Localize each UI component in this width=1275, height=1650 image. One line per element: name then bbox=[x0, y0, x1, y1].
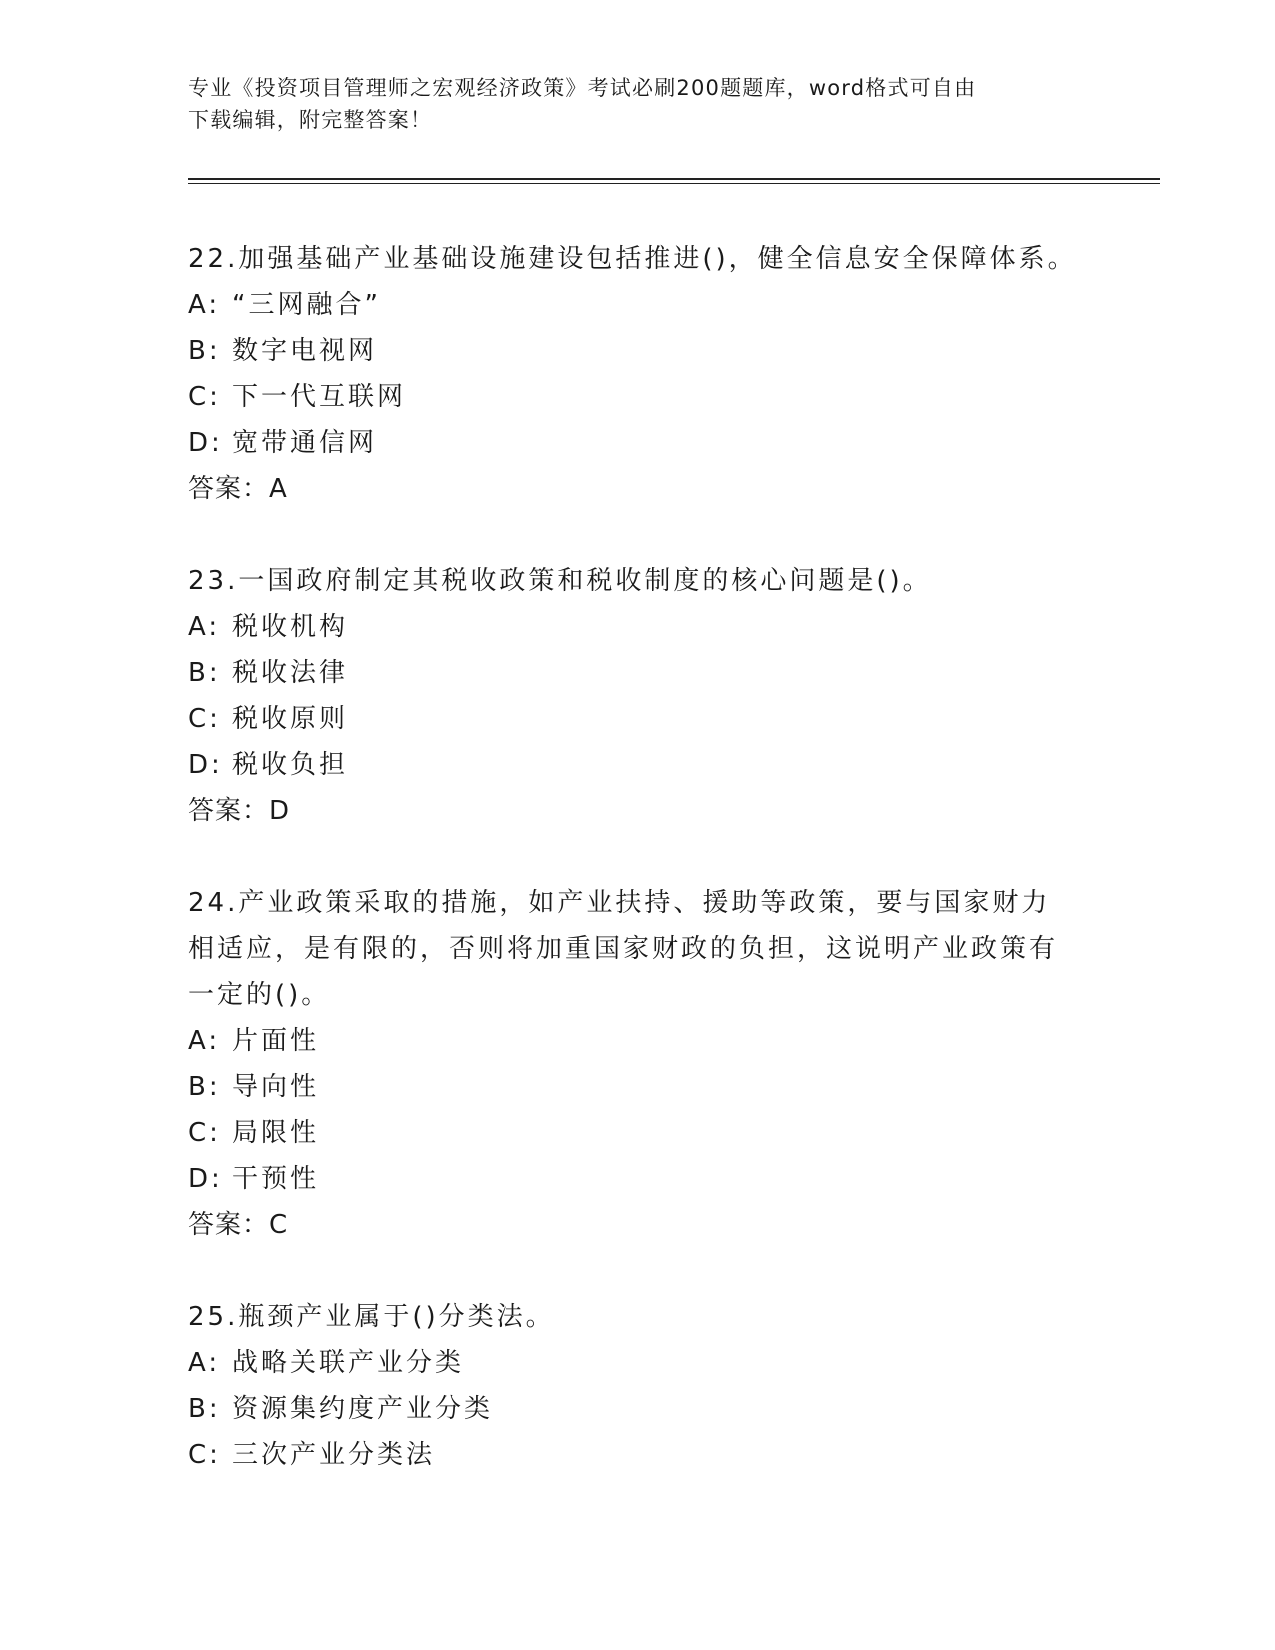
option-text: 局限性 bbox=[232, 1118, 320, 1148]
option-key: D: bbox=[188, 1164, 223, 1194]
option-text: 下一代互联网 bbox=[232, 382, 407, 412]
option-text: 税收负担 bbox=[232, 750, 349, 780]
option-text: 税收原则 bbox=[232, 704, 349, 734]
header-line-2: 下载编辑，附完整答案！ bbox=[188, 108, 433, 132]
header-divider-thin bbox=[188, 183, 1160, 184]
question-stem: 24.产业政策采取的措施，如产业扶持、援助等政策，要与国家财力相适应，是有限的，否则将加重国家财政的负担，这说明产业政策有一定的()。 bbox=[188, 888, 1059, 1010]
option-key: B: bbox=[188, 336, 221, 366]
option-text: 税收机构 bbox=[232, 612, 349, 642]
option-d bbox=[188, 420, 1088, 466]
question-stem: 23.一国政府制定其税收政策和税收制度的核心问题是()。 bbox=[188, 566, 932, 596]
option-text: 战略关联产业分类 bbox=[232, 1348, 465, 1378]
option-key: B: bbox=[188, 1072, 221, 1102]
question-stem: 25.瓶颈产业属于()分类法。 bbox=[188, 1302, 555, 1332]
document-header bbox=[188, 72, 1088, 136]
option-text: 干预性 bbox=[232, 1164, 320, 1194]
option-key: A: bbox=[188, 1348, 221, 1378]
answer-value: C bbox=[269, 1210, 288, 1240]
option-text: 税收法律 bbox=[232, 658, 349, 688]
header-line-1: 专业《投资项目管理师之宏观经济政策》考试必刷200题题库，word格式可自由 bbox=[188, 76, 977, 100]
option-c bbox=[188, 696, 1088, 742]
option-key: A: bbox=[188, 612, 221, 642]
option-key: A: bbox=[188, 290, 221, 320]
answer-line bbox=[188, 466, 1088, 512]
option-text: 宽带通信网 bbox=[232, 428, 378, 458]
option-c bbox=[188, 1432, 1088, 1478]
option-key: B: bbox=[188, 1394, 221, 1424]
answer-line bbox=[188, 1202, 1088, 1248]
option-b bbox=[188, 1064, 1088, 1110]
answer-label: 答案： bbox=[188, 474, 270, 504]
question-24 bbox=[188, 880, 1088, 1248]
answer-value: A bbox=[269, 474, 287, 504]
question-22 bbox=[188, 236, 1088, 512]
answer-line bbox=[188, 788, 1088, 834]
option-text: 导向性 bbox=[232, 1072, 320, 1102]
question-stem: 22.加强基础产业基础设施建设包括推进()，健全信息安全保障体系。 bbox=[188, 244, 1077, 274]
answer-label: 答案： bbox=[188, 796, 270, 826]
option-text: 片面性 bbox=[232, 1026, 320, 1056]
option-key: D: bbox=[188, 750, 223, 780]
question-23 bbox=[188, 558, 1088, 834]
option-text: 数字电视网 bbox=[232, 336, 378, 366]
question-25 bbox=[188, 1294, 1088, 1478]
option-a bbox=[188, 282, 1088, 328]
option-key: C: bbox=[188, 1440, 221, 1470]
option-key: C: bbox=[188, 704, 221, 734]
answer-label: 答案： bbox=[188, 1210, 270, 1240]
option-text: 资源集约度产业分类 bbox=[232, 1394, 494, 1424]
option-key: A: bbox=[188, 1026, 221, 1056]
option-b bbox=[188, 1386, 1088, 1432]
option-text: 三次产业分类法 bbox=[232, 1440, 436, 1470]
option-text: “三网融合” bbox=[232, 290, 381, 320]
option-c bbox=[188, 374, 1088, 420]
option-key: C: bbox=[188, 382, 221, 412]
option-key: D: bbox=[188, 428, 223, 458]
header-divider bbox=[188, 178, 1160, 180]
option-c bbox=[188, 1110, 1088, 1156]
option-key: B: bbox=[188, 658, 221, 688]
option-d bbox=[188, 742, 1088, 788]
option-d bbox=[188, 1156, 1088, 1202]
option-key: C: bbox=[188, 1118, 221, 1148]
question-list bbox=[188, 236, 1088, 1524]
option-b bbox=[188, 328, 1088, 374]
option-a bbox=[188, 1018, 1088, 1064]
option-a bbox=[188, 604, 1088, 650]
option-a bbox=[188, 1340, 1088, 1386]
answer-value: D bbox=[269, 796, 290, 826]
option-b bbox=[188, 650, 1088, 696]
